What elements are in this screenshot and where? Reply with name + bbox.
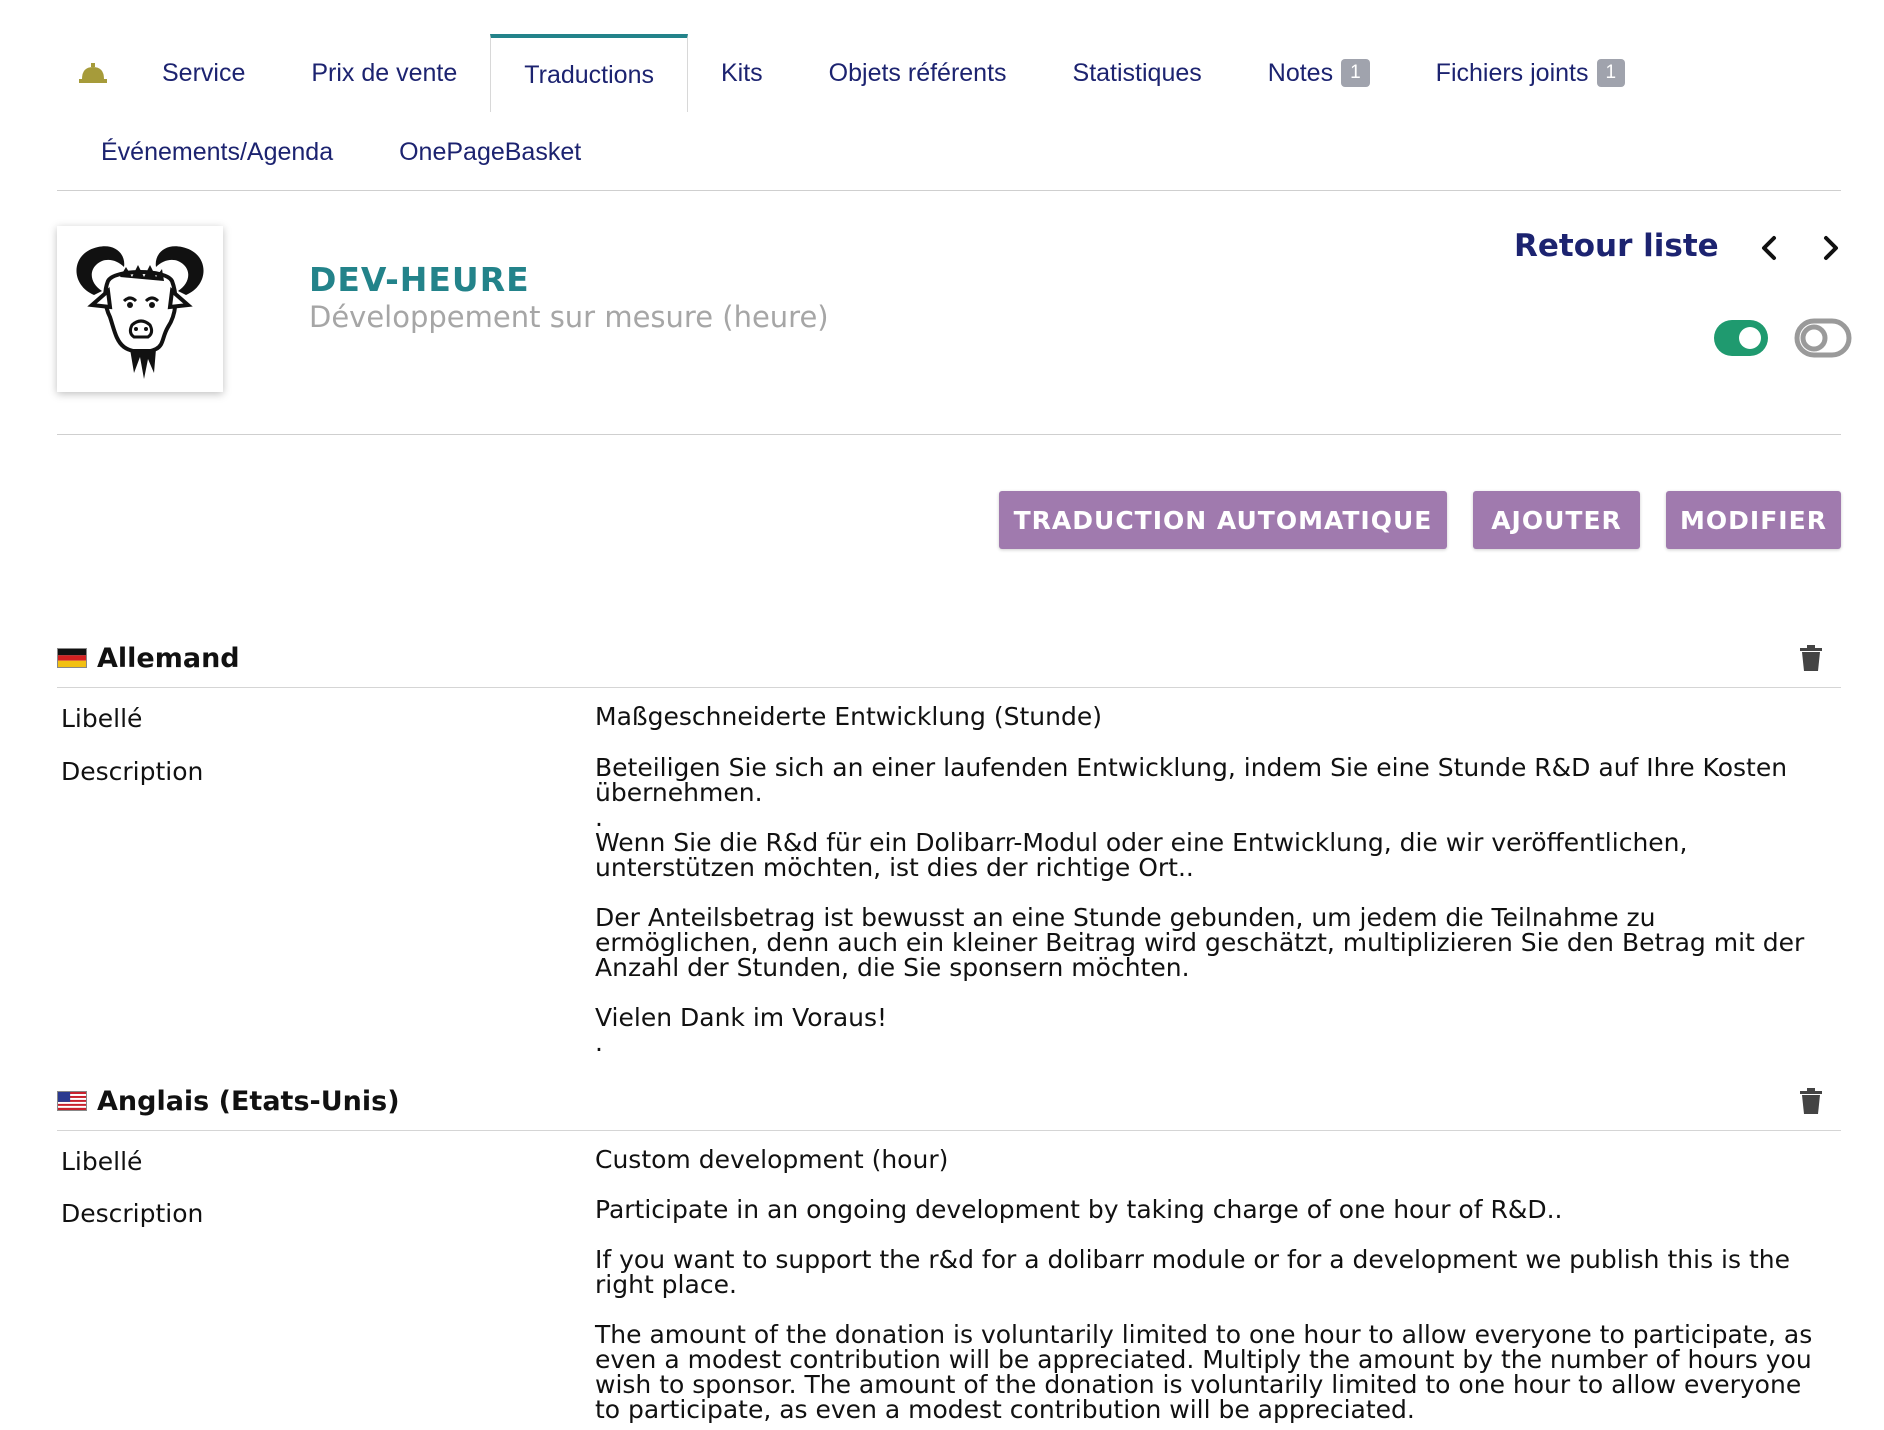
product-ref: DEV-HEURE bbox=[309, 260, 530, 299]
gnu-logo bbox=[64, 233, 216, 385]
tab-home[interactable] bbox=[57, 34, 129, 112]
description-line: right place. bbox=[595, 1270, 737, 1299]
description-caption: Description bbox=[61, 1199, 204, 1228]
chevron-right-icon[interactable] bbox=[1814, 232, 1846, 264]
description-line: wish to sponsor. The amount of the donation is voluntarily limited to one hour to allow everyone bbox=[595, 1370, 1802, 1399]
section-divider bbox=[57, 687, 1841, 688]
modify-button[interactable]: MODIFIER bbox=[1666, 491, 1841, 549]
tab-onepagebasket[interactable] bbox=[366, 115, 614, 189]
tabs-row-secondary bbox=[57, 115, 1841, 189]
product-image[interactable] bbox=[57, 226, 223, 392]
tab-statistiques[interactable] bbox=[1040, 34, 1235, 112]
label-value: Maßgeschneiderte Entwicklung (Stunde) bbox=[595, 702, 1102, 731]
header-divider bbox=[57, 434, 1841, 435]
tab-label: Service bbox=[162, 58, 246, 87]
product-label: Développement sur mesure (heure) bbox=[309, 300, 829, 334]
description-line: If you want to support the r&d for a dolibarr module or for a development we publish this is the bbox=[595, 1245, 1790, 1274]
tab-prix-de-vente[interactable] bbox=[278, 34, 490, 112]
language-name: Allemand bbox=[97, 642, 240, 674]
back-to-list-link[interactable]: Retour liste bbox=[1514, 228, 1719, 264]
description-line: Participate in an ongoing development by taking charge of one hour of R&D.. bbox=[595, 1195, 1563, 1224]
count-badge: 1 bbox=[1597, 59, 1626, 87]
tab-traductions[interactable] bbox=[490, 34, 688, 112]
description-line: Anzahl der Stunden, die Sie sponsern möchten. bbox=[595, 953, 1190, 982]
description-line: to participate, as even a modest contribution will be appreciated. bbox=[595, 1395, 1415, 1424]
tab-objets-referents[interactable] bbox=[796, 34, 1040, 112]
flag-de-icon bbox=[57, 648, 87, 668]
description-line: unterstützen möchten, ist dies der richtige Ort.. bbox=[595, 853, 1194, 882]
tabs-row-primary bbox=[57, 34, 1841, 112]
description-line: even a modest contribution will be appreciated. Multiply the amount by the number of hours you bbox=[595, 1345, 1812, 1374]
description-line bbox=[595, 1222, 1835, 1247]
tab-label: Événements/Agenda bbox=[101, 137, 334, 166]
trash-icon[interactable] bbox=[1799, 1087, 1823, 1115]
description-line bbox=[595, 1297, 1835, 1322]
description-caption: Description bbox=[61, 757, 204, 786]
translation-header-de bbox=[57, 636, 1841, 680]
description-line: übernehmen. bbox=[595, 778, 763, 807]
tab-label: Statistiques bbox=[1072, 58, 1202, 87]
add-button[interactable]: AJOUTER bbox=[1473, 491, 1640, 549]
description-line: The amount of the donation is voluntarily limited to one hour to allow everyone to participate, as bbox=[595, 1320, 1813, 1349]
tab-service[interactable] bbox=[129, 34, 278, 112]
tab-label: Traductions bbox=[524, 60, 654, 89]
description-line bbox=[595, 980, 1835, 1005]
language-name: Anglais (Etats-Unis) bbox=[97, 1085, 400, 1117]
tab-label: Objets référents bbox=[828, 58, 1007, 87]
flag-us-icon bbox=[57, 1091, 87, 1111]
translation-header-en-us bbox=[57, 1079, 1841, 1123]
chevron-left-icon[interactable] bbox=[1754, 232, 1786, 264]
description-line: ermöglichen, denn auch ein kleiner Beitrag wird geschätzt, multiplizieren Sie den Betrag mit der bbox=[595, 928, 1805, 957]
tab-notes[interactable] bbox=[1235, 34, 1403, 112]
description-line: Vielen Dank im Voraus! bbox=[595, 1003, 888, 1032]
status-buy-toggle[interactable] bbox=[1794, 318, 1852, 358]
section-divider bbox=[57, 1130, 1841, 1131]
tabs-divider bbox=[57, 190, 1841, 191]
tab-label: Notes bbox=[1267, 58, 1334, 87]
tab-label: Kits bbox=[720, 58, 763, 87]
label-caption: Libellé bbox=[61, 704, 143, 733]
tab-kits[interactable] bbox=[688, 34, 796, 112]
tab-label: Prix de vente bbox=[311, 58, 458, 87]
trash-icon[interactable] bbox=[1799, 644, 1823, 672]
count-badge: 1 bbox=[1341, 59, 1370, 87]
description-line: . bbox=[595, 1028, 603, 1057]
description-line: Wenn Sie die R&d für ein Dolibarr-Modul oder eine Entwicklung, die wir veröffentlichen, bbox=[595, 828, 1688, 857]
label-caption: Libellé bbox=[61, 1147, 143, 1176]
description-value bbox=[595, 755, 1835, 1055]
description-line: Der Anteilsbetrag ist bewusst an eine Stunde gebunden, um jedem die Teilnahme zu bbox=[595, 903, 1656, 932]
label-value: Custom development (hour) bbox=[595, 1145, 949, 1174]
description-line bbox=[595, 880, 1835, 905]
tab-evenements-agenda[interactable] bbox=[57, 115, 366, 189]
description-value bbox=[595, 1197, 1835, 1422]
status-sell-toggle[interactable] bbox=[1712, 318, 1770, 358]
service-bell-icon bbox=[79, 62, 107, 84]
description-line: . bbox=[595, 803, 603, 832]
tab-fichiers-joints[interactable] bbox=[1403, 34, 1658, 112]
auto-translate-button[interactable]: TRADUCTION AUTOMATIQUE bbox=[999, 491, 1447, 549]
tab-label: Fichiers joints bbox=[1435, 58, 1589, 87]
tab-label: OnePageBasket bbox=[399, 137, 582, 166]
description-line: Beteiligen Sie sich an einer laufenden Entwicklung, indem Sie eine Stunde R&D auf Ihre Kosten bbox=[595, 753, 1788, 782]
